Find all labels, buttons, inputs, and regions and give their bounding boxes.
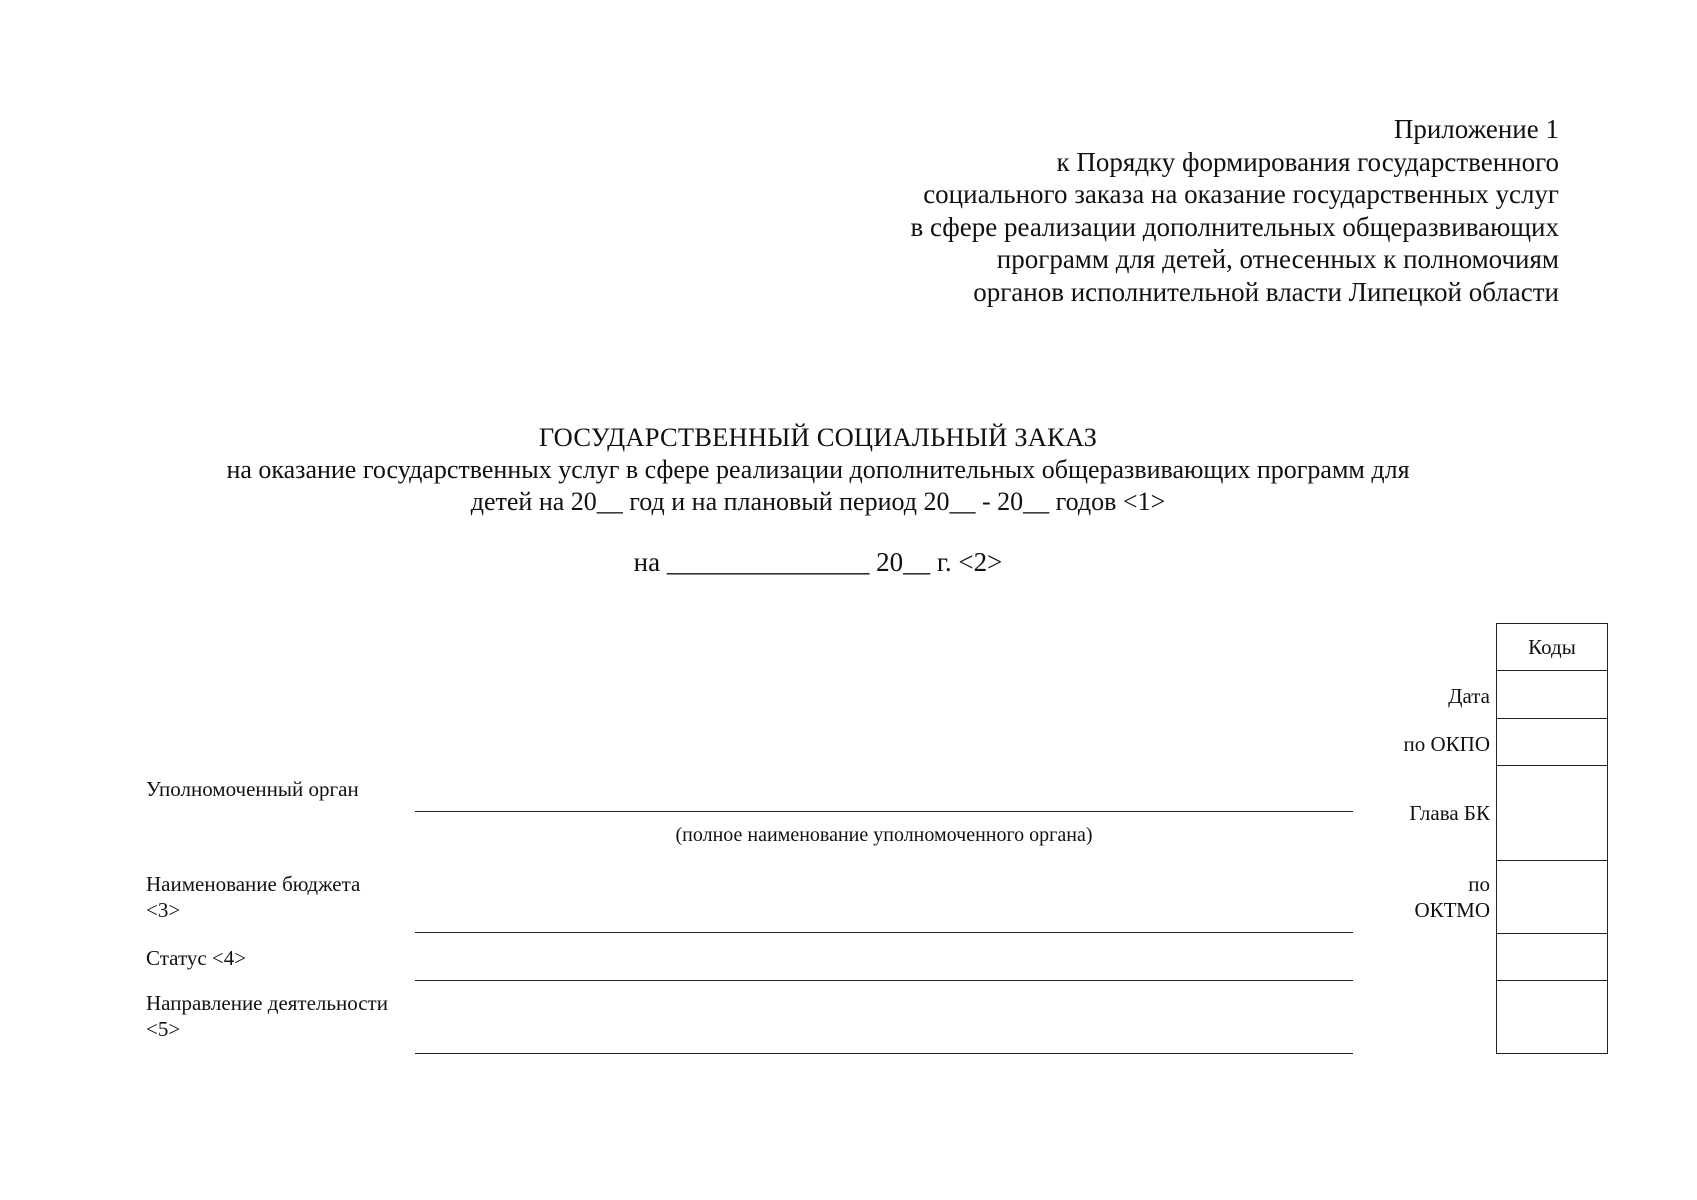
appendix-line: в сфере реализации дополнительных общеразвивающих — [910, 211, 1559, 242]
codes-oktmo-label — [1300, 871, 1490, 923]
status-field-line — [415, 980, 1353, 981]
direction-field-line — [415, 1053, 1353, 1054]
codes-table — [1496, 623, 1608, 1054]
authority-field-hint: (полное наименование уполномоченного органа) — [675, 824, 1093, 846]
budget-label — [146, 871, 360, 923]
authority-label: Уполномоченный орган — [146, 777, 359, 801]
document-subtitle-line1: на оказание государственных услуг в сфере реализации дополнительных общеразвивающих программ для — [226, 455, 1410, 484]
appendix-line: к Порядку формирования государственного — [1056, 146, 1559, 177]
codes-glava-bk-label: Глава БК — [1409, 801, 1490, 825]
direction-label-line1: Направление деятельности — [146, 991, 388, 1015]
appendix-line: программ для детей, отнесенных к полномочиям — [996, 244, 1559, 274]
codes-date-cell[interactable] — [1497, 671, 1608, 719]
direction-label — [146, 990, 388, 1042]
codes-header: Коды — [1497, 624, 1608, 671]
codes-oktmo-label-line1: по — [1468, 872, 1490, 896]
codes-oktmo-label-line2: ОКТМО — [1414, 898, 1490, 922]
document-subtitle-line2: детей на 20__ год и на плановый период 20__ - 20__ годов <1> — [470, 487, 1166, 516]
document-title: ГОСУДАРСТВЕННЫЙ СОЦИАЛЬНЫЙ ЗАКАЗ — [538, 422, 1098, 452]
codes-direction-cell[interactable] — [1497, 981, 1608, 1054]
codes-okpo-label: по ОКПО — [1403, 732, 1490, 756]
budget-label-line2: <3> — [146, 898, 181, 922]
codes-status-cell[interactable] — [1497, 934, 1608, 981]
document-title-block — [0, 420, 1636, 578]
codes-okpo-cell[interactable] — [1497, 719, 1608, 766]
budget-field-line — [415, 932, 1353, 933]
codes-glava-bk-cell[interactable] — [1497, 766, 1608, 861]
appendix-line: социального заказа на оказание государственных услуг — [923, 179, 1559, 209]
codes-date-label: Дата — [1448, 684, 1490, 708]
appendix-note — [799, 113, 1559, 308]
appendix-line: органов исполнительной власти Липецкой области — [973, 276, 1559, 307]
direction-label-line2: <5> — [146, 1017, 181, 1041]
codes-oktmo-cell[interactable] — [1497, 861, 1608, 934]
authority-field-line — [415, 811, 1353, 812]
document-date-line: на _______________ 20__ г. <2> — [633, 547, 1003, 577]
appendix-line: Приложение 1 — [1393, 114, 1559, 144]
budget-label-line1: Наименование бюджета — [146, 872, 361, 896]
status-label: Статус <4> — [146, 946, 247, 970]
